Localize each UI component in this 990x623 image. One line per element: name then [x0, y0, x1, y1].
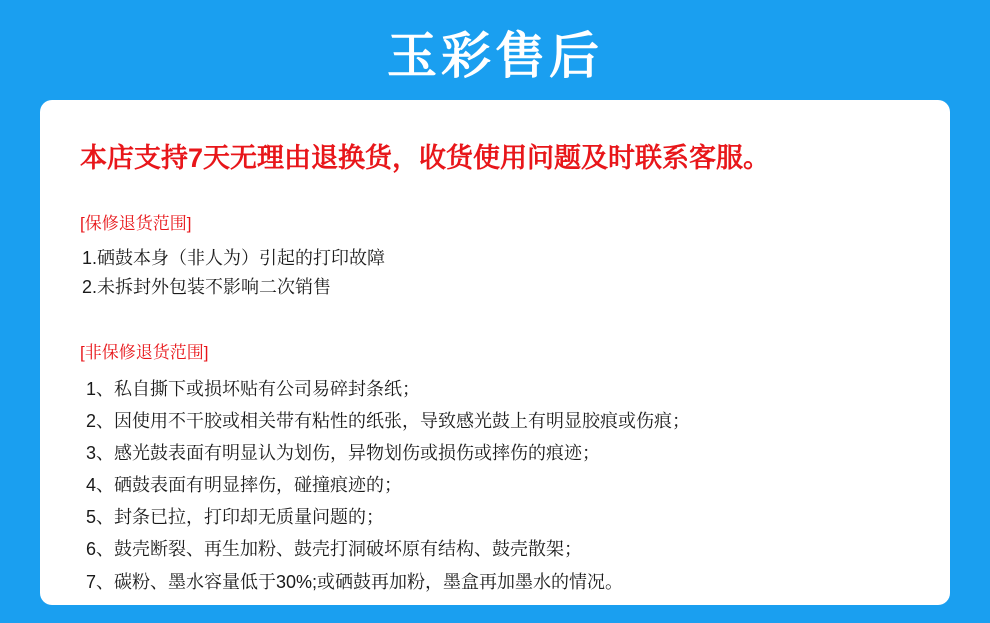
list-item: 6、鼓壳断裂、再生加粉、鼓壳打洞破坏原有结构、鼓壳散架；	[86, 539, 583, 560]
warranty-section-list	[76, 244, 914, 302]
non-warranty-section-list	[76, 373, 914, 597]
warranty-section-label: [保修退货范围]	[80, 214, 192, 233]
list-item: 5、封条已拉，打印却无质量问题的；	[86, 507, 385, 528]
page-title: 玉彩售后	[387, 28, 603, 84]
list-item: 1.硒鼓本身（非人为）引起的打印故障	[82, 248, 386, 268]
list-item: 3、感光鼓表面有明显认为划伤，异物划伤或损伤或摔伤的痕迹；	[86, 443, 601, 464]
policy-card	[40, 100, 950, 605]
list-item: 1、私自撕下或损坏贴有公司易碎封条纸；	[86, 379, 421, 400]
non-warranty-section-label: [非保修退货范围]	[80, 343, 209, 363]
list-item: 2.未拆封外包装不影响二次销售	[82, 277, 332, 298]
policy-headline: 本店支持7天无理由退换货，收货使用问题及时联系客服。	[80, 143, 771, 173]
list-item: 4、硒鼓表面有明显摔伤，碰撞痕迹的；	[86, 475, 403, 496]
list-item: 7、碳粉、墨水容量低于30%;或硒鼓再加粉，墨盒再加墨水的情况。	[86, 571, 624, 592]
list-item: 2、因使用不干胶或相关带有粘性的纸张，导致感光鼓上有明显胶痕或伤痕；	[86, 411, 691, 432]
